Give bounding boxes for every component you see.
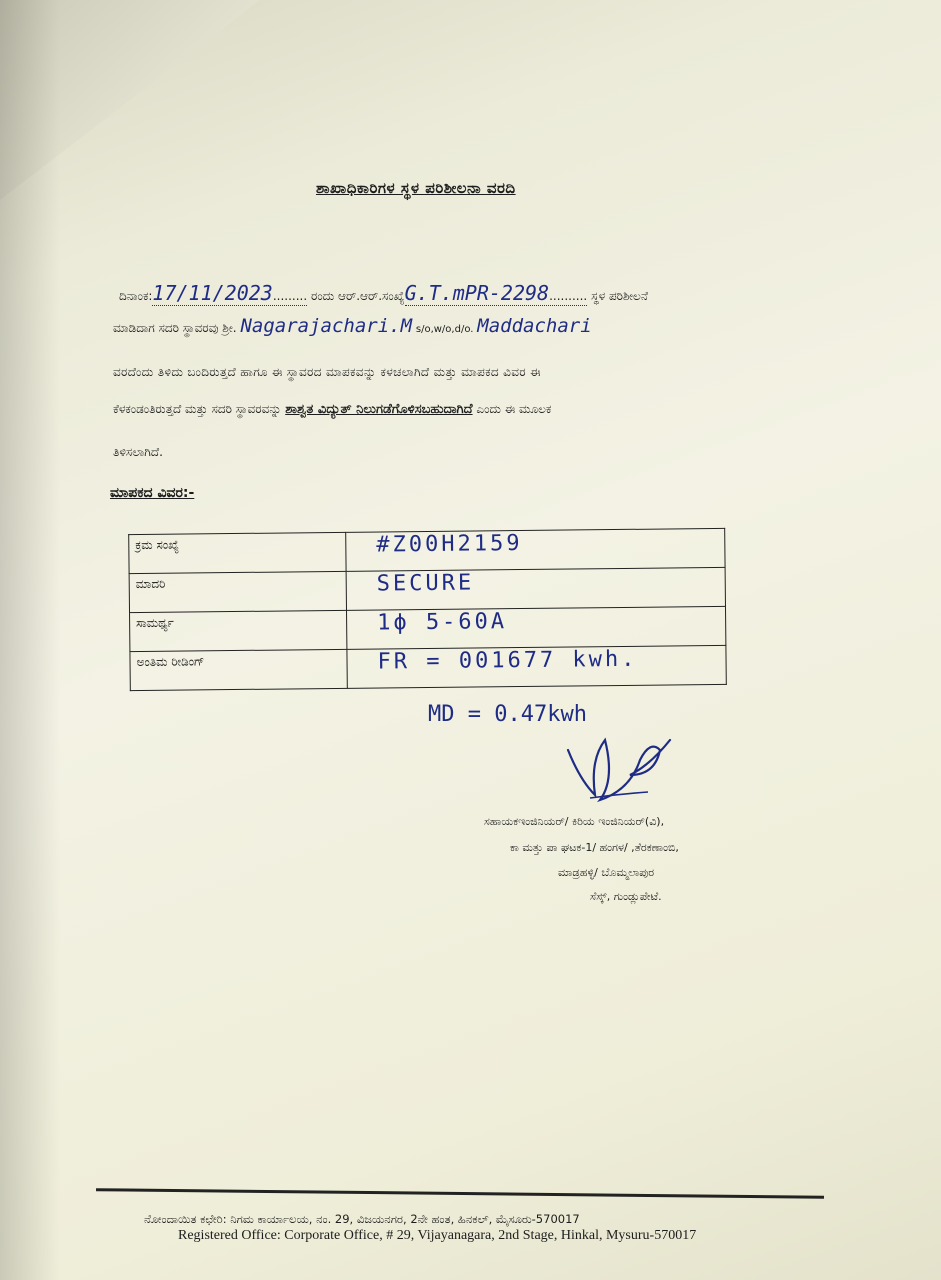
table-row [129, 567, 725, 612]
officer-line-3: ಮಾಡ್ರಹಳ್ಳಿ/ ಬೊಮ್ಮಲಾಪುರ [558, 866, 655, 879]
table-row [130, 606, 726, 651]
owner-name: Nagarajachari.M [240, 315, 413, 337]
meter-table [128, 528, 727, 691]
footer-divider [96, 1188, 824, 1199]
date-value: 17/11/2023 [152, 281, 273, 305]
officer-line-4: ಸೆಸ್ಕ್, ಗುಂಡ್ಲುಪೇಟೆ. [590, 890, 662, 903]
page-title: ಶಾಖಾಧಿಕಾರಿಗಳ ಸ್ಥಳ ಪರಿಶೀಲನಾ ವರದಿ [316, 179, 516, 197]
para-line-5: ತಿಳಿಸಲಾಗಿದೆ. [113, 445, 163, 459]
father-name: Maddachari [477, 315, 592, 337]
row-label: ಸಾಮರ್ಥ್ಯ [130, 610, 347, 651]
footer-english: Registered Office: Corporate Office, # 29, Vijayanagara, 2nd Stage, Hinkal, Mysuru-570017 [178, 1228, 697, 1243]
para-line-3: ವರದೆಂದು ತಿಳಿದು ಬಂದಿರುತ್ತದೆ ಹಾಗೂ ಈ ಸ್ಥಾವರದ ಮಾಪಕವನ್ನು ಕಳಚಲಾಗಿದೆ ಮತ್ತು ಮಾಪಕದ ವಿವರ ಈ [113, 365, 541, 379]
officer-line-1: ಸಹಾಯಕಇಂಜಿನಿಯರ್/ ಕಿರಿಯ ಇಂಜಿನಿಯರ್(ವಿ), [484, 815, 665, 828]
footer-kannada: ನೋಂದಾಯಿತ ಕಛೇರಿ: ನಿಗಮ ಕಾರ್ಯಾಲಯ, ನಂ. 29, ವಿಜಯನಗರ, 2ನೇ ಹಂತ, ಹಿನಕಲ್, ಮೈಸೂರು-570017 [144, 1212, 580, 1226]
relation: s/o,w/o,d/o. [415, 324, 474, 335]
row-label: ಅಂತಿಮ ರೀಡಿಂಗ್ [130, 649, 347, 690]
owner-line [113, 315, 592, 337]
row-label: ಕ್ರಮ ಸಂಖ್ಯೆ [129, 532, 346, 573]
model: SECURE [346, 567, 725, 610]
page-shadow [0, 0, 60, 1280]
line4-prefix: ಕೆಳಕಂಡಂತಿರುತ್ತದೆ ಮತ್ತು ಸದರಿ ಸ್ಥಾವರವನ್ನು [113, 402, 282, 416]
serial-number: #Z00H2159 [346, 528, 725, 571]
para-line-4 [113, 402, 551, 417]
row-label: ಮಾದರಿ [129, 571, 346, 612]
rr-prefix: ರಂದು ಆರ್.ಆರ್.ಸಂಖ್ಯೆ [311, 289, 405, 303]
table-row [129, 528, 725, 573]
meter-heading: ಮಾಪಕದ ವಿವರ:- [110, 485, 195, 501]
officer-line-2: ಕಾ ಮತ್ತು ಪಾ ಘಟಕ-1/ ಹಂಗಳ/ ,ತೆರಕಣಾಂಬಿ, [510, 841, 679, 854]
line4-suffix: ಎಂದು ಈ ಮೂಲಕ [476, 402, 552, 416]
signature [560, 720, 680, 810]
date-line: ದಿನಾಂಕ:17/11/2023......... ರಂದು ಆರ್.ಆರ್.ಸಂಖ್ಯೆG.T.mPR-2298.......... ಸ್ಥಳ ಪರಿಶೀಲನೆ [119, 281, 648, 305]
date-label: ದಿನಾಂಕ: [119, 289, 153, 303]
md-note: MD = 0.47kwh [428, 702, 587, 727]
final-reading: FR = 001677 kwh. [347, 645, 726, 688]
table-row [130, 645, 726, 690]
disconnection-text: ಶಾಶ್ವತ ವಿದ್ಯುತ್ ನಿಲುಗಡೆಗೊಳಿಸಬಹುದಾಗಿದೆ [285, 402, 473, 417]
line2-prefix: ಮಾಡಿದಾಗ ಸದರಿ ಸ್ಥಾವರವು ಶ್ರೀ. [113, 321, 237, 335]
rr-number: G.T.mPR-2298 [404, 281, 550, 305]
rr-suffix: ಸ್ಥಳ ಪರಿಶೀಲನೆ [591, 289, 648, 303]
capacity: 1ϕ 5-60A [347, 606, 726, 649]
